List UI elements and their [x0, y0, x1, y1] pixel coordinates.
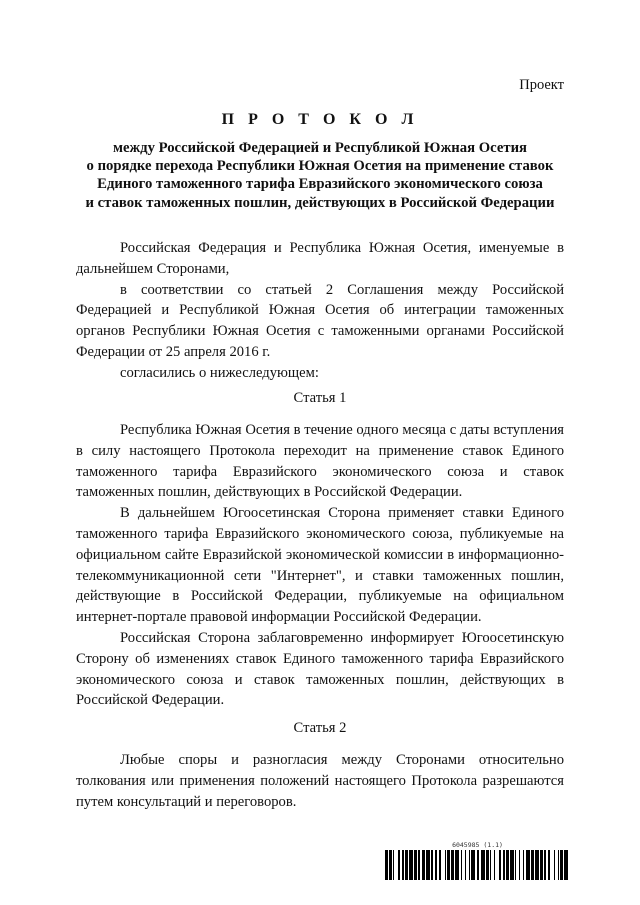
preamble-paragraph: согласились о нижеследующем: [120, 364, 319, 381]
preamble [76, 238, 564, 384]
article-paragraph: Республика Южная Осетия в течение одного месяца с даты вступления в силу настоящего Протокола переходит на применение ставок Единого таможенного тарифа Евразийского экономического союза и ставок таможенных пошлин, действующих в Российской Федерации. [76, 422, 564, 501]
article-paragraph: Любые споры и разногласия между Сторонами относительно толкования или применения положений настоящего Протокола разрешаются путем консультаций и переговоров. [76, 752, 564, 810]
subtitle-line: и ставок таможенных пошлин, действующих в Российской Федерации [85, 194, 555, 211]
article-paragraph: Российская Сторона заблаговременно информирует Югоосетинскую Сторону об изменениях ставок Единого таможенного тарифа Евразийского экономического союза и ставок таможенных пошлин, действующих в Российской Федерации. [76, 629, 564, 709]
article-2-heading: Статья 2 [293, 720, 347, 736]
article-2-body [76, 750, 564, 812]
article-1-heading: Статья 1 [293, 390, 347, 406]
subtitle-line: о порядке перехода Республики Южная Осетия на применение ставок [86, 158, 554, 175]
barcode-image [385, 850, 570, 880]
preamble-paragraph: Российская Федерация и Республика Южная Осетия, именуемые в дальнейшем Сторонами, [76, 240, 564, 277]
draft-stamp: Проект [519, 77, 564, 93]
subtitle-line: Единого таможенного тарифа Евразийского экономического союза [97, 176, 543, 193]
document-subtitle [60, 139, 580, 212]
article-1-body [76, 420, 564, 711]
article-paragraph: В дальнейшем Югоосетинская Сторона применяет ставки Единого таможенного тарифа Евразийского экономического союза, публикуемые на официальном сайте Евразийской экономической комиссии в информационно-телекоммуникационной сети "Интернет", и ставки таможенных пошлин, действующие в Российской Федерации, публикуемые на официальном интернет-портале правовой информации Российской Федерации. [76, 505, 564, 626]
barcode-number: 6045985 (1.1) [452, 841, 503, 849]
document-title: П Р О Т О К О Л [221, 111, 419, 128]
subtitle-line: между Российской Федерацией и Республикой Южная Осетия [112, 140, 527, 156]
preamble-paragraph: в соответствии со статьей 2 Соглашения между Российской Федерацией и Республикой Южная Осетия об интеграции таможенных органов Республики Южная Осетия с таможенными органами Российской Федерации от 25 апреля 2016 г. [76, 281, 564, 360]
barcode-block [385, 841, 570, 880]
